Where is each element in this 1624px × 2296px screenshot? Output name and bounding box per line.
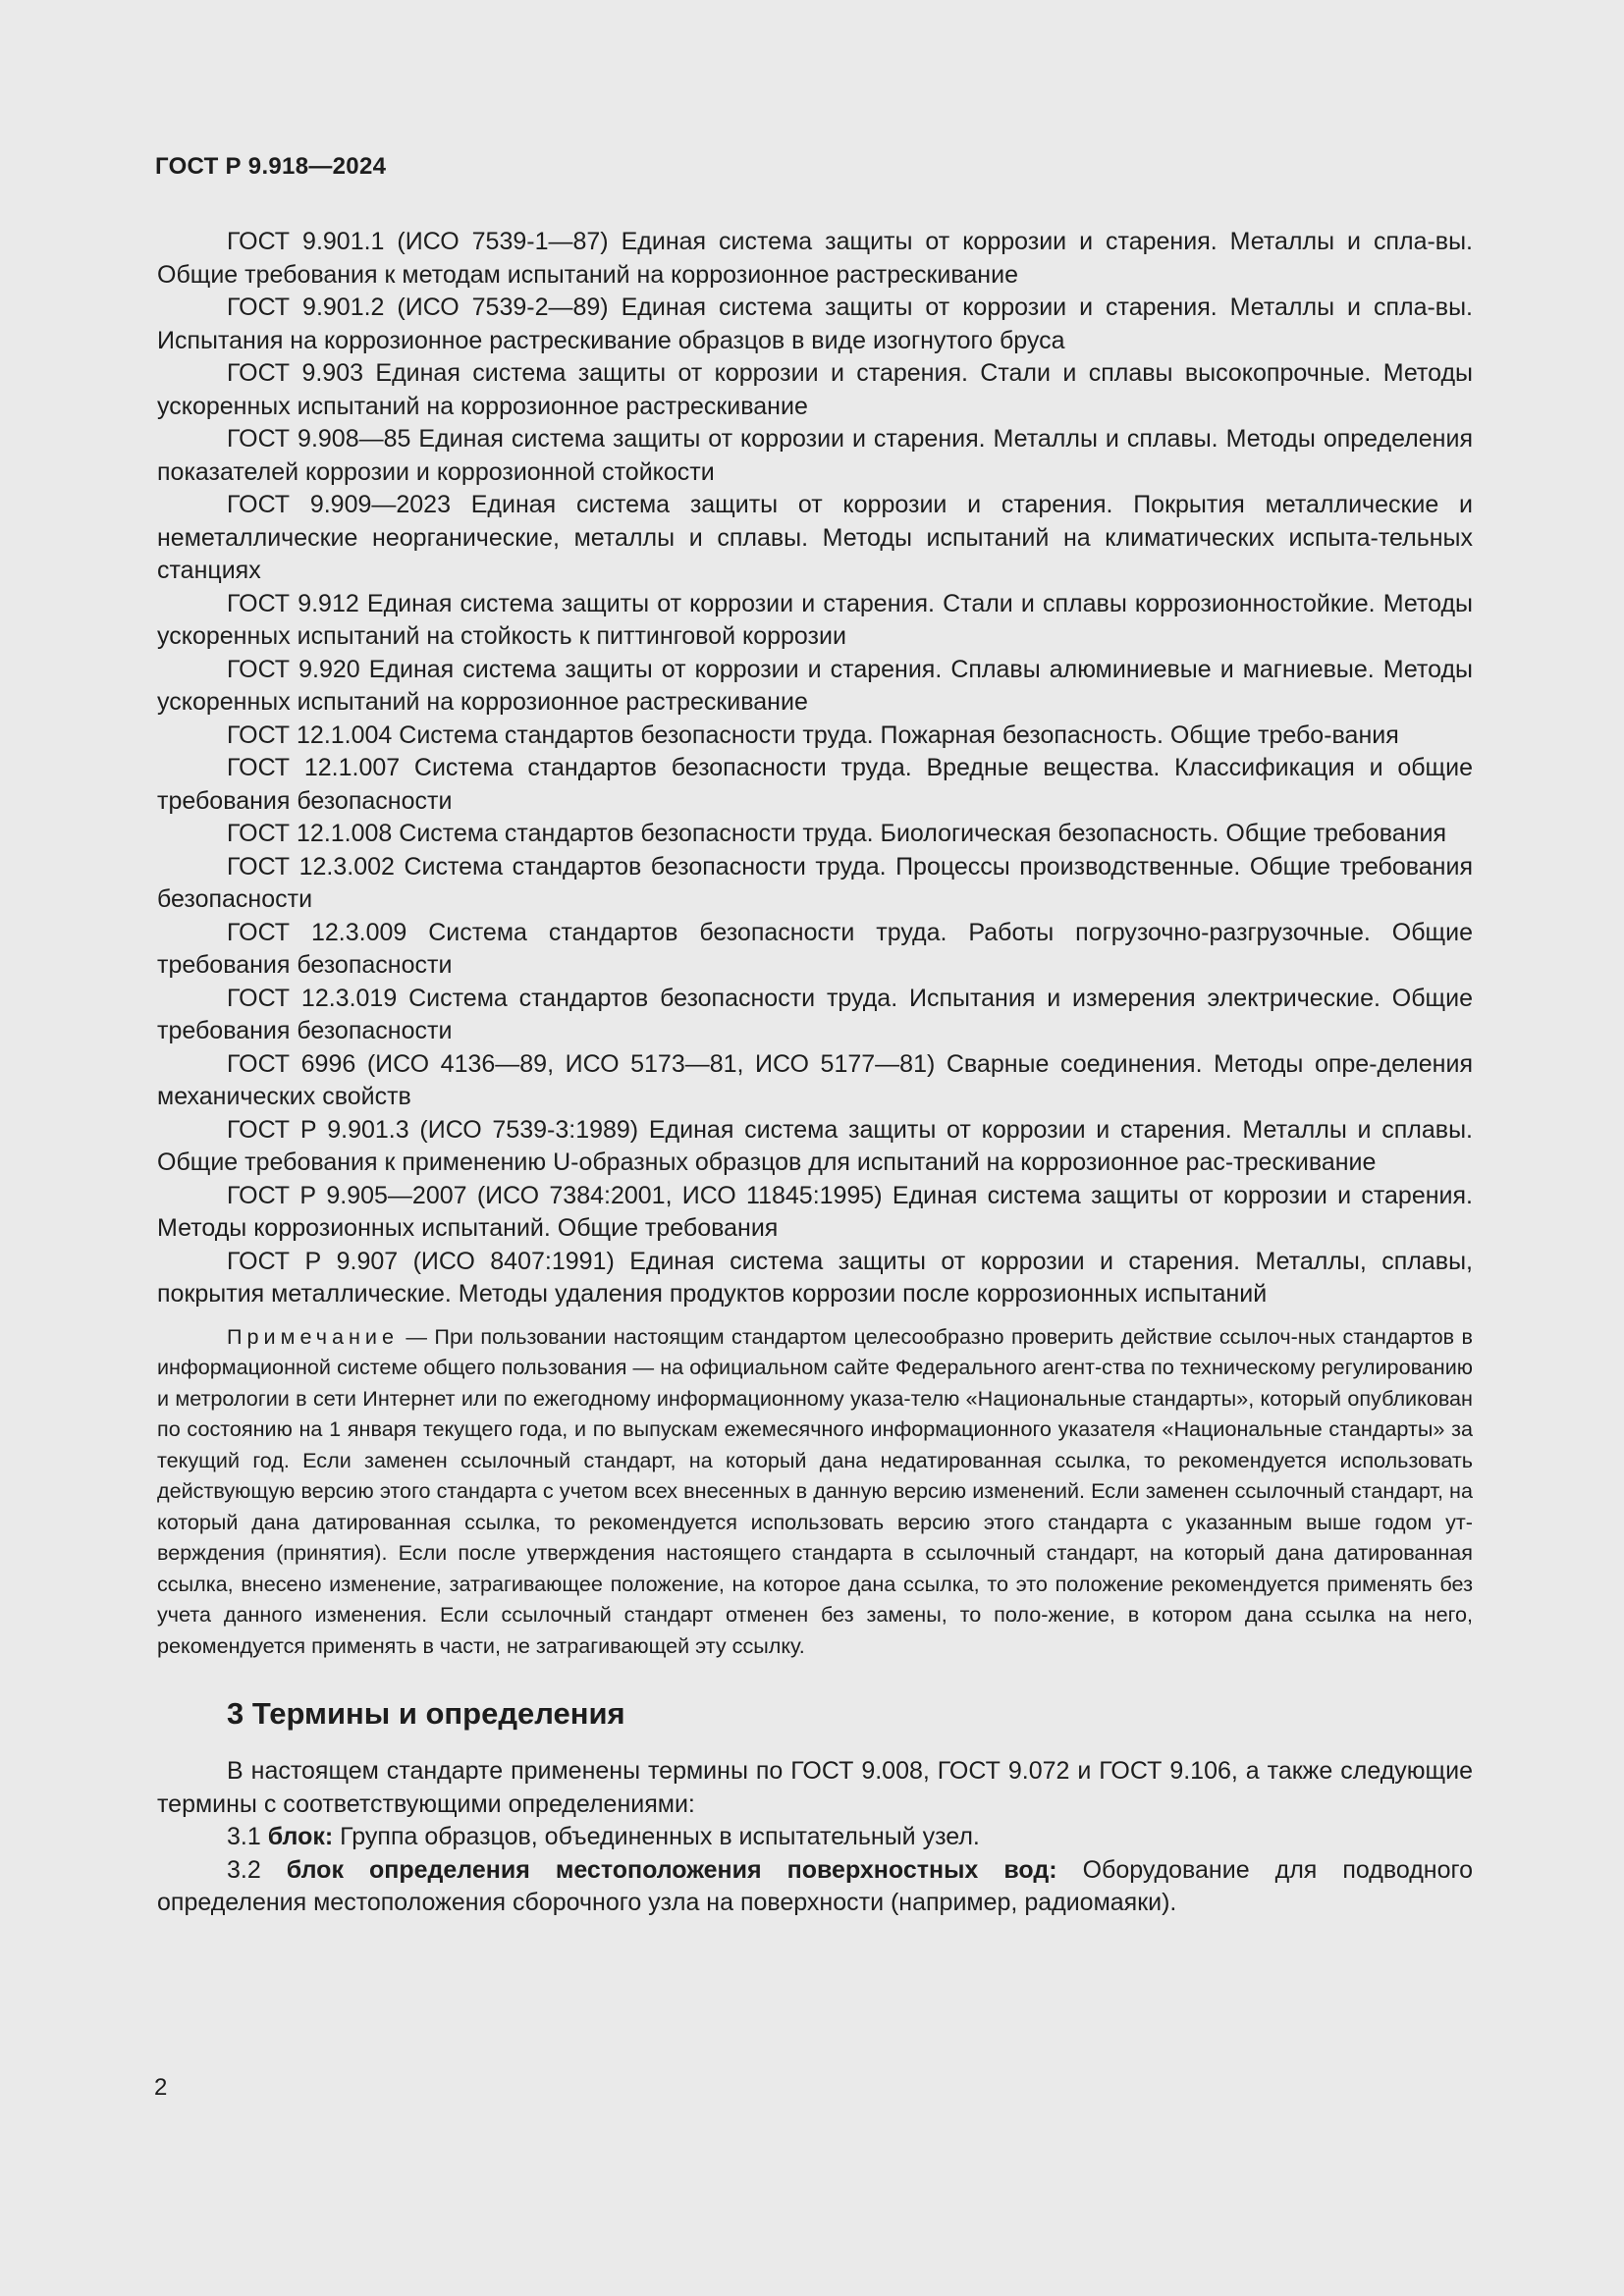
reference-item: ГОСТ 12.3.002 Система стандартов безопасности труда. Процессы производственные. Общие требования безопасности [157, 852, 1473, 913]
reference-item: ГОСТ Р 9.907 (ИСО 8407:1991) Единая система защиты от коррозии и старения. Металлы, сплавы, покрытия металлические. Методы удаления продуктов коррозии после коррозионных испытаний [157, 1247, 1473, 1308]
reference-item: ГОСТ 12.3.019 Система стандартов безопасности труда. Испытания и измерения электрические. Общие требования безопасности [157, 984, 1473, 1044]
references-list [157, 226, 1473, 1311]
section-title: 3 Термины и определения [227, 1696, 625, 1731]
reference-item: ГОСТ 9.912 Единая система защиты от коррозии и старения. Стали и сплавы коррозионностойкие. Методы ускоренных испытаний на стойкость к питтинговой коррозии [157, 589, 1473, 650]
term-definition [157, 1854, 1473, 1920]
reference-item: ГОСТ 9.901.2 (ИСО 7539-2—89) Единая система защиты от коррозии и старения. Металлы и спла-вы. Испытания на коррозионное растрескивание образцов в виде изогнутого бруса [157, 294, 1473, 354]
standard-header: ГОСТ Р 9.918—2024 [155, 153, 387, 180]
reference-item: ГОСТ 12.1.007 Система стандартов безопасности труда. Вредные вещества. Классификация и общие требования безопасности [157, 754, 1473, 815]
note-label: Примечание [227, 1323, 399, 1349]
reference-item: ГОСТ Р 9.905—2007 (ИСО 7384:2001, ИСО 11845:1995) Единая система защиты от коррозии и старения. Методы коррозионных испытаний. Общие требования [157, 1181, 1473, 1242]
term-text: Оборудование для подводного определения местоположения сборочного узла на поверхности (например, радиомаяки). [157, 1855, 1473, 1916]
reference-item: ГОСТ 9.908—85 Единая система защиты от коррозии и старения. Металлы и сплавы. Методы определения показателей коррозии и коррозионной стойкости [157, 425, 1473, 486]
term-name: блок определения местоположения поверхностных вод: [286, 1855, 1057, 1884]
page-number: 2 [154, 2074, 168, 2101]
reference-item: ГОСТ Р 9.901.3 (ИСО 7539-3:1989) Единая система защиты от коррозии и старения. Металлы и сплавы. Общие требования к применению U-образных образцов для испытаний на коррозионное рас-трескивание [157, 1115, 1473, 1176]
term-number: 3.1 [227, 1823, 261, 1850]
reference-item: ГОСТ 9.920 Единая система защиты от коррозии и старения. Сплавы алюминиевые и магниевые. Методы ускоренных испытаний на коррозионное растрескивание [157, 655, 1473, 716]
reference-item: ГОСТ 12.3.009 Система стандартов безопасности труда. Работы погрузочно-разгрузочные. Общие требования безопасности [157, 918, 1473, 979]
reference-item: ГОСТ 9.909—2023 Единая система защиты от коррозии и старения. Покрытия металлические и неметаллические неорганические, металлы и сплавы. Методы испытаний на климатических испыта-тельных станциях [157, 491, 1473, 584]
reference-item: ГОСТ 12.1.008 Система стандартов безопасности труда. Биологическая безопасность. Общие требования [227, 820, 1446, 847]
reference-item: ГОСТ 9.901.1 (ИСО 7539-1—87) Единая система защиты от коррозии и старения. Металлы и спла-вы. Общие требования к методам испытаний на коррозионное растрескивание [157, 228, 1473, 289]
term-definition [157, 1821, 1473, 1854]
term-name: блок: [267, 1823, 334, 1850]
reference-item: ГОСТ 9.903 Единая система защиты от коррозии и старения. Стали и сплавы высокопрочные. Методы ускоренных испытаний на коррозионное растрескивание [157, 359, 1473, 420]
reference-item: ГОСТ 6996 (ИСО 4136—89, ИСО 5173—81, ИСО 5177—81) Сварные соединения. Методы опре-деления механических свойств [157, 1049, 1473, 1110]
reference-item: ГОСТ 12.1.004 Система стандартов безопасности труда. Пожарная безопасность. Общие требо-вания [227, 721, 1399, 749]
term-text: Группа образцов, объединенных в испытательный узел. [340, 1823, 980, 1850]
note-block [157, 1321, 1473, 1662]
term-number: 3.2 [227, 1855, 261, 1884]
page-content [157, 226, 1473, 1920]
note-text: — При пользовании настоящим стандартом целесообразно проверить действие ссылоч-ных стандартов в информационной системе общего пользования — на официальном сайте Федерального агент-ства по техническому регулированию и метрологии в сети Интернет или по ежегодному информационному указа-телю «Национальные стандарты», который опубликован по состоянию на 1 января текущего года, и по выпускам ежемесячного информационного указателя «Национальные стандарты» за текущий год. Если заменен ссылочный стандарт, на который дана недатированная ссылка, то рекомендуется использовать действующую версию этого стандарта с учетом всех внесенных в данную версию изменений. Если заменен ссылочный стандарт, на который дана датированная ссылка, то рекомендуется использовать версию этого стандарта с указанным выше годом ут-верждения (принятия). Если после утверждения настоящего стандарта в ссылочный стандарт, на который дана датированная ссылка, внесено изменение, затрагивающее положение, на которое дана ссылка, то это положение рекомендуется применять без учета данного изменения. Если ссылочный стандарт отменен без замены, то поло-жение, в котором дана ссылка на него, рекомендуется применять в части, не затрагивающей эту ссылку. [157, 1323, 1473, 1658]
section-intro: В настоящем стандарте применены термины по ГОСТ 9.008, ГОСТ 9.072 и ГОСТ 9.106, а также следующие термины с соответствующими определениями: [157, 1757, 1473, 1818]
